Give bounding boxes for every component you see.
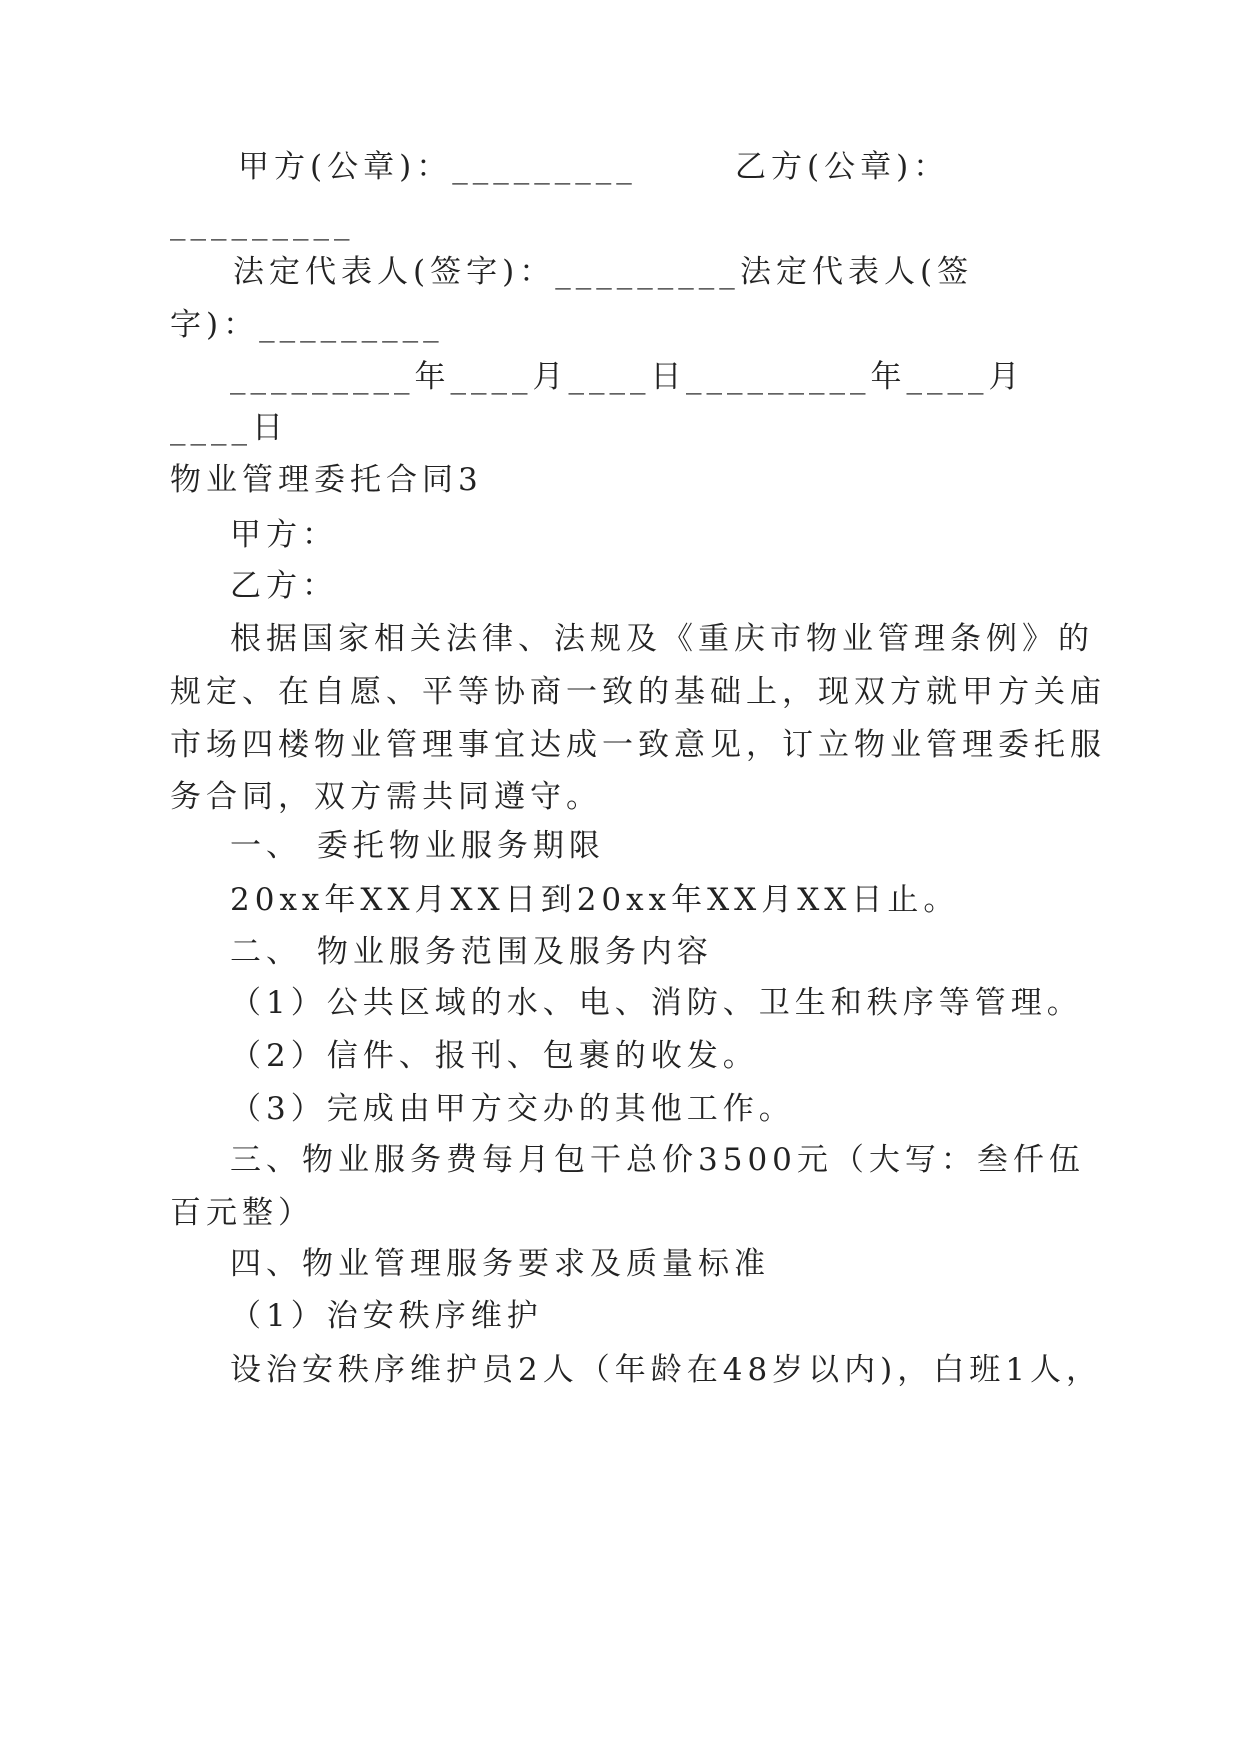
list-item: （1）治安秩序维护 <box>230 1298 543 1334</box>
section-heading: 一、 委托物业服务期限 <box>230 828 605 864</box>
contract-title: 物业管理委托合同3 <box>170 462 483 498</box>
section-heading: 四、物业管理服务要求及质量标准 <box>230 1246 770 1282</box>
party-b-label: 乙方： <box>230 568 338 604</box>
signature-party-a-representative: 法定代表人(签字)：_________ <box>233 254 740 290</box>
signature-party-b-seal: 乙方(公章)： <box>735 149 950 185</box>
paragraph-line: 百元整） <box>170 1195 314 1231</box>
paragraph-line: 设治安秩序维护员2人（年龄在48岁以内)，白班1人， <box>230 1352 1102 1388</box>
signature-party-b-representative-cont: 字)：_________ <box>170 307 444 343</box>
signature-party-a-seal: 甲方(公章)：_________ <box>238 149 637 185</box>
list-item: （2）信件、报刊、包裹的收发。 <box>230 1038 759 1074</box>
list-item: （1）公共区域的水、电、消防、卫生和秩序等管理。 <box>230 985 1083 1021</box>
paragraph-intro: 规定、在自愿、平等协商一致的基础上，现双方就甲方关庙 <box>170 674 1106 710</box>
signature-party-b-date-cont: ____日 <box>170 410 288 446</box>
party-a-label: 甲方： <box>230 517 338 553</box>
section-heading: 三、物业服务费每月包干总价3500元（大写：叁仟伍 <box>230 1142 1085 1178</box>
signature-party-b-seal-blank: _________ <box>170 205 355 241</box>
signature-party-b-date: _________年____月 <box>686 359 1025 395</box>
paragraph-intro: 务合同，双方需共同遵守。 <box>170 779 602 815</box>
paragraph-intro: 市场四楼物业管理事宜达成一致意见，订立物业管理委托服 <box>170 727 1106 763</box>
paragraph-intro: 根据国家相关法律、法规及《重庆市物业管理条例》的 <box>230 621 1094 657</box>
section-heading: 二、 物业服务范围及服务内容 <box>230 934 713 970</box>
signature-party-a-date: _________年____月____日 <box>230 359 687 395</box>
paragraph-line: 20xx年XX月XX日到20xx年XX月XX日止。 <box>230 882 960 918</box>
signature-party-b-representative: 法定代表人(签 <box>740 254 974 290</box>
list-item: （3）完成由甲方交办的其他工作。 <box>230 1091 795 1127</box>
